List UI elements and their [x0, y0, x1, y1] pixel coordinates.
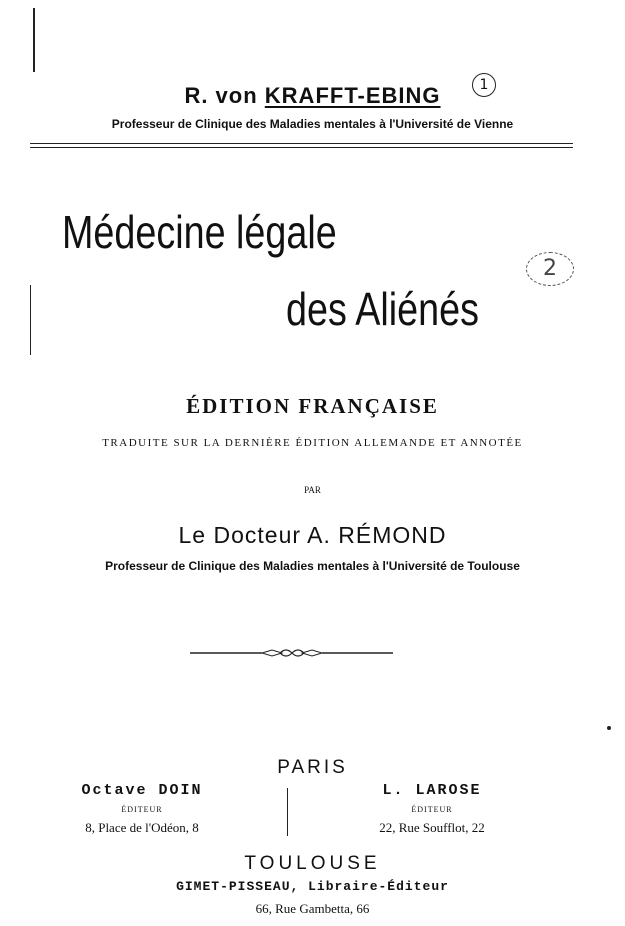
double-rule: [30, 143, 573, 148]
book-title-line-2: des Aliénés: [286, 283, 479, 335]
publisher-right-role: ÉDITEUR: [411, 805, 453, 814]
publisher-bottom-name: GIMET-PISSEAU, Libraire-Éditeur: [176, 879, 449, 894]
book-title-line-1: Médecine légale: [62, 206, 337, 258]
publisher-left-role: ÉDITEUR: [121, 805, 163, 814]
publisher-divider: [287, 788, 288, 836]
publisher-right-name: L. LAROSE: [382, 782, 482, 799]
handwritten-annotation-2: 2: [526, 252, 574, 286]
scan-edge-mark: [33, 8, 35, 72]
edition-subtitle: TRADUITE SUR LA DERNIÈRE ÉDITION ALLEMANDE ET ANNOTÉE: [102, 437, 523, 449]
translator-title: Professeur de Clinique des Maladies mentales à l'Université de Toulouse: [105, 559, 520, 573]
publisher-right-address: 22, Rue Soufflot, 22: [379, 820, 485, 835]
par-label: PAR: [304, 485, 321, 495]
author-line: [0, 83, 625, 109]
city-paris: PARIS: [277, 757, 348, 778]
publisher-left-address: 8, Place de l'Odéon, 8: [85, 820, 199, 835]
scan-edge-mark: [30, 285, 31, 355]
ornament-divider: [190, 646, 393, 660]
translator-name: Le Docteur A. RÉMOND: [178, 522, 447, 548]
author-title: Professeur de Clinique des Maladies mentales à l'Université de Vienne: [111, 117, 514, 131]
publisher-left-name: Octave DOIN: [81, 782, 203, 799]
scan-speck: [607, 726, 611, 730]
author-name: KRAFFT-EBING: [264, 83, 441, 108]
publisher-bottom-address: 66, Rue Gambetta, 66: [255, 901, 370, 916]
author-prefix: R. von: [184, 83, 265, 108]
handwritten-annotation-1: 1: [472, 73, 496, 97]
city-toulouse: TOULOUSE: [244, 853, 381, 874]
edition-heading: ÉDITION FRANÇAISE: [186, 394, 439, 418]
